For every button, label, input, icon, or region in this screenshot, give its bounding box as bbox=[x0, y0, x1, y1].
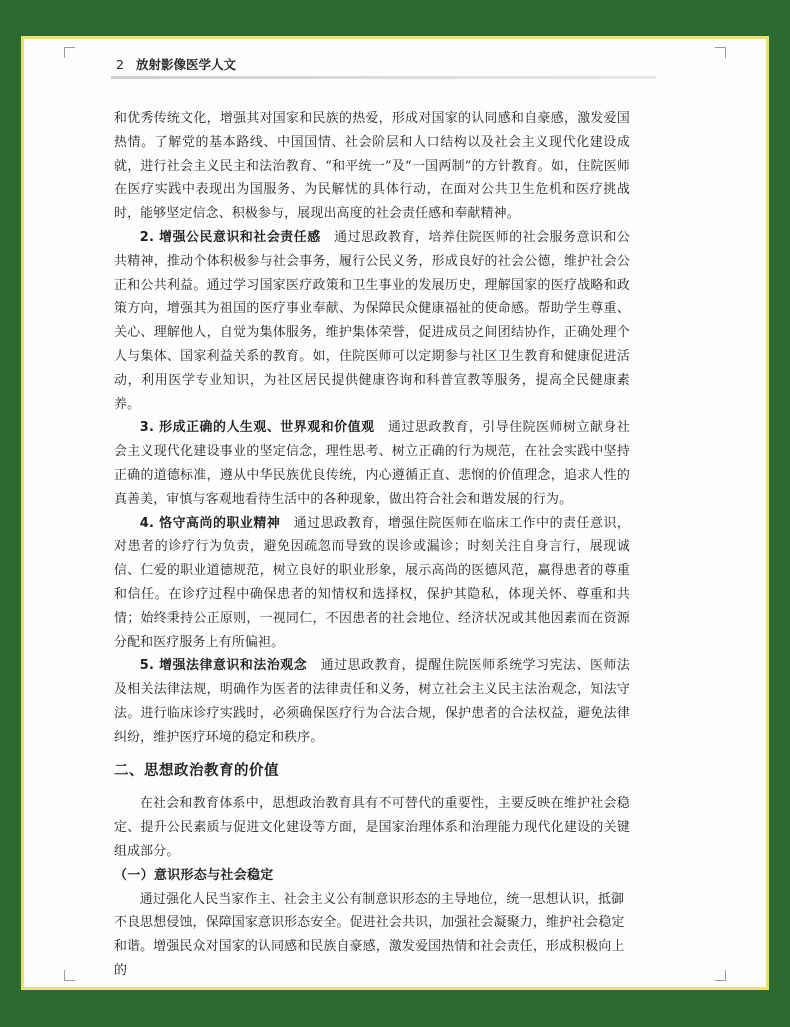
list-item-4 bbox=[114, 512, 630, 655]
subsection-heading: （一）意识形态与社会稳定 bbox=[114, 867, 274, 883]
page-body bbox=[114, 107, 630, 983]
crop-mark-bottom-left bbox=[64, 970, 75, 981]
list-item-3 bbox=[114, 416, 630, 511]
section-intro: 在社会和教育体系中，思想政治教育具有不可替代的重要性，主要反映在维护社会稳定、提升公民素质与促进文化建设等方面，是国家治理体系和治理能力现代化建设的关键组成部分。 bbox=[114, 796, 630, 859]
section-heading: 二、思想政治教育的价值 bbox=[114, 762, 279, 779]
book-title: 放射影像医学人文 bbox=[135, 57, 236, 72]
item-heading: 3. 形成正确的人生观、世界观和价值观 bbox=[139, 420, 375, 436]
item-text: 通过思政教育，增强住院医师在临床工作中的责任意识，对患者的诊疗行为负责，避免因疏忽而导致的误诊或漏诊；时刻关注自身言行，展现诚信、仁爱的职业道德规范，树立良好的职业形象，展示高尚的医德风范，赢得患者的尊重和信任。在诊疗过程中确保患者的知情权和选择权，保护其隐私，体现关怀、尊重和共情；始终秉持公正原则，一视同仁，不因患者的社会地位、经济状况或其他因素而在资源分配和医疗服务上有所偏袒。 bbox=[114, 515, 631, 650]
page-number: 2 bbox=[116, 57, 124, 72]
item-heading: 5. 增强法律意识和法治观念 bbox=[139, 658, 308, 674]
crop-mark-top-left bbox=[64, 47, 75, 58]
list-item-5 bbox=[114, 654, 630, 749]
crop-mark-top-right bbox=[715, 47, 726, 58]
item-text: 通过思政教育，引导住院医师树立献身社会主义现代化建设事业的坚定信念，理性思考、树立正确的行为规范，在社会实践中坚持正确的道德标准，遵从中华民族优良传统，内心遵循正直、悲悯的价值理念，追求人性的真善美，审慎与客观地看待生活中的各种现象，做出符合社会和谐发展的行为。 bbox=[114, 420, 630, 507]
item-heading: 2. 增强公民意识和社会责任感 bbox=[139, 229, 321, 245]
item-text: 通过思政教育，提醒住院医师系统学习宪法、医师法及相关法律法规，明确作为医者的法律责任和义务，树立社会主义民主法治观念，知法守法。进行临床诊疗实践时，必须确保医疗行为合法合规，保护患者的合法权益，避免法律纠纷，维护医疗环境的稳定和秩序。 bbox=[114, 658, 630, 745]
paragraph-continued: 和优秀传统文化，增强其对国家和民族的热爱，形成对国家的认同感和自豪感，激发爱国热情。了解党的基本路线、中国国情、社会阶层和人口结构以及社会主义现代化建设成就，进行社会主义民主和法治教育、“和平统一”及“一国两制”的方针教育。如，住院医师在医疗实践中表现出为国服务、为民解忧的具体行动，在面对公共卫生危机和医疗挑战时，能够坚定信念、积极参与，展现出高度的社会责任感和奉献精神。 bbox=[114, 111, 630, 222]
crop-mark-bottom-right bbox=[715, 970, 726, 981]
item-text: 通过思政教育，培养住院医师的社会服务意识和公共精神，推动个体积极参与社会事务，履行公民义务，形成良好的社会公德，维护社会公正和公共利益。通过学习国家医疗政策和卫生事业的发展历史，理解国家的医疗战略和政策方向，增强其为祖国的医疗事业奉献、为保障民众健康福祉的使命感。帮助学生尊重、关心、理解他人，自觉为集体服务，维护集体荣誉，促进成员之间团结协作，正确处理个人与集体、国家利益关系的教育。如，住院医师可以定期参与社区卫生教育和健康促进活动，利用医学专业知识，为社区居民提供健康咨询和科普宣教等服务，提高全民健康素养。 bbox=[114, 229, 631, 412]
list-item-2 bbox=[114, 226, 630, 416]
header-rule bbox=[111, 76, 656, 79]
item-heading: 4. 恪守高尚的职业精神 bbox=[139, 515, 281, 531]
subsection-paragraph: 通过强化人民当家作主、社会主义公有制意识形态的主导地位，统一思想认识，抵御不良思想侵蚀，保障国家意识形态安全。促进社会共识，加强社会凝聚力，维护社会稳定和谐。增强民众对国家的认同感和民族自豪感，激发爱国热情和社会责任，形成积极向上的 bbox=[114, 891, 625, 978]
